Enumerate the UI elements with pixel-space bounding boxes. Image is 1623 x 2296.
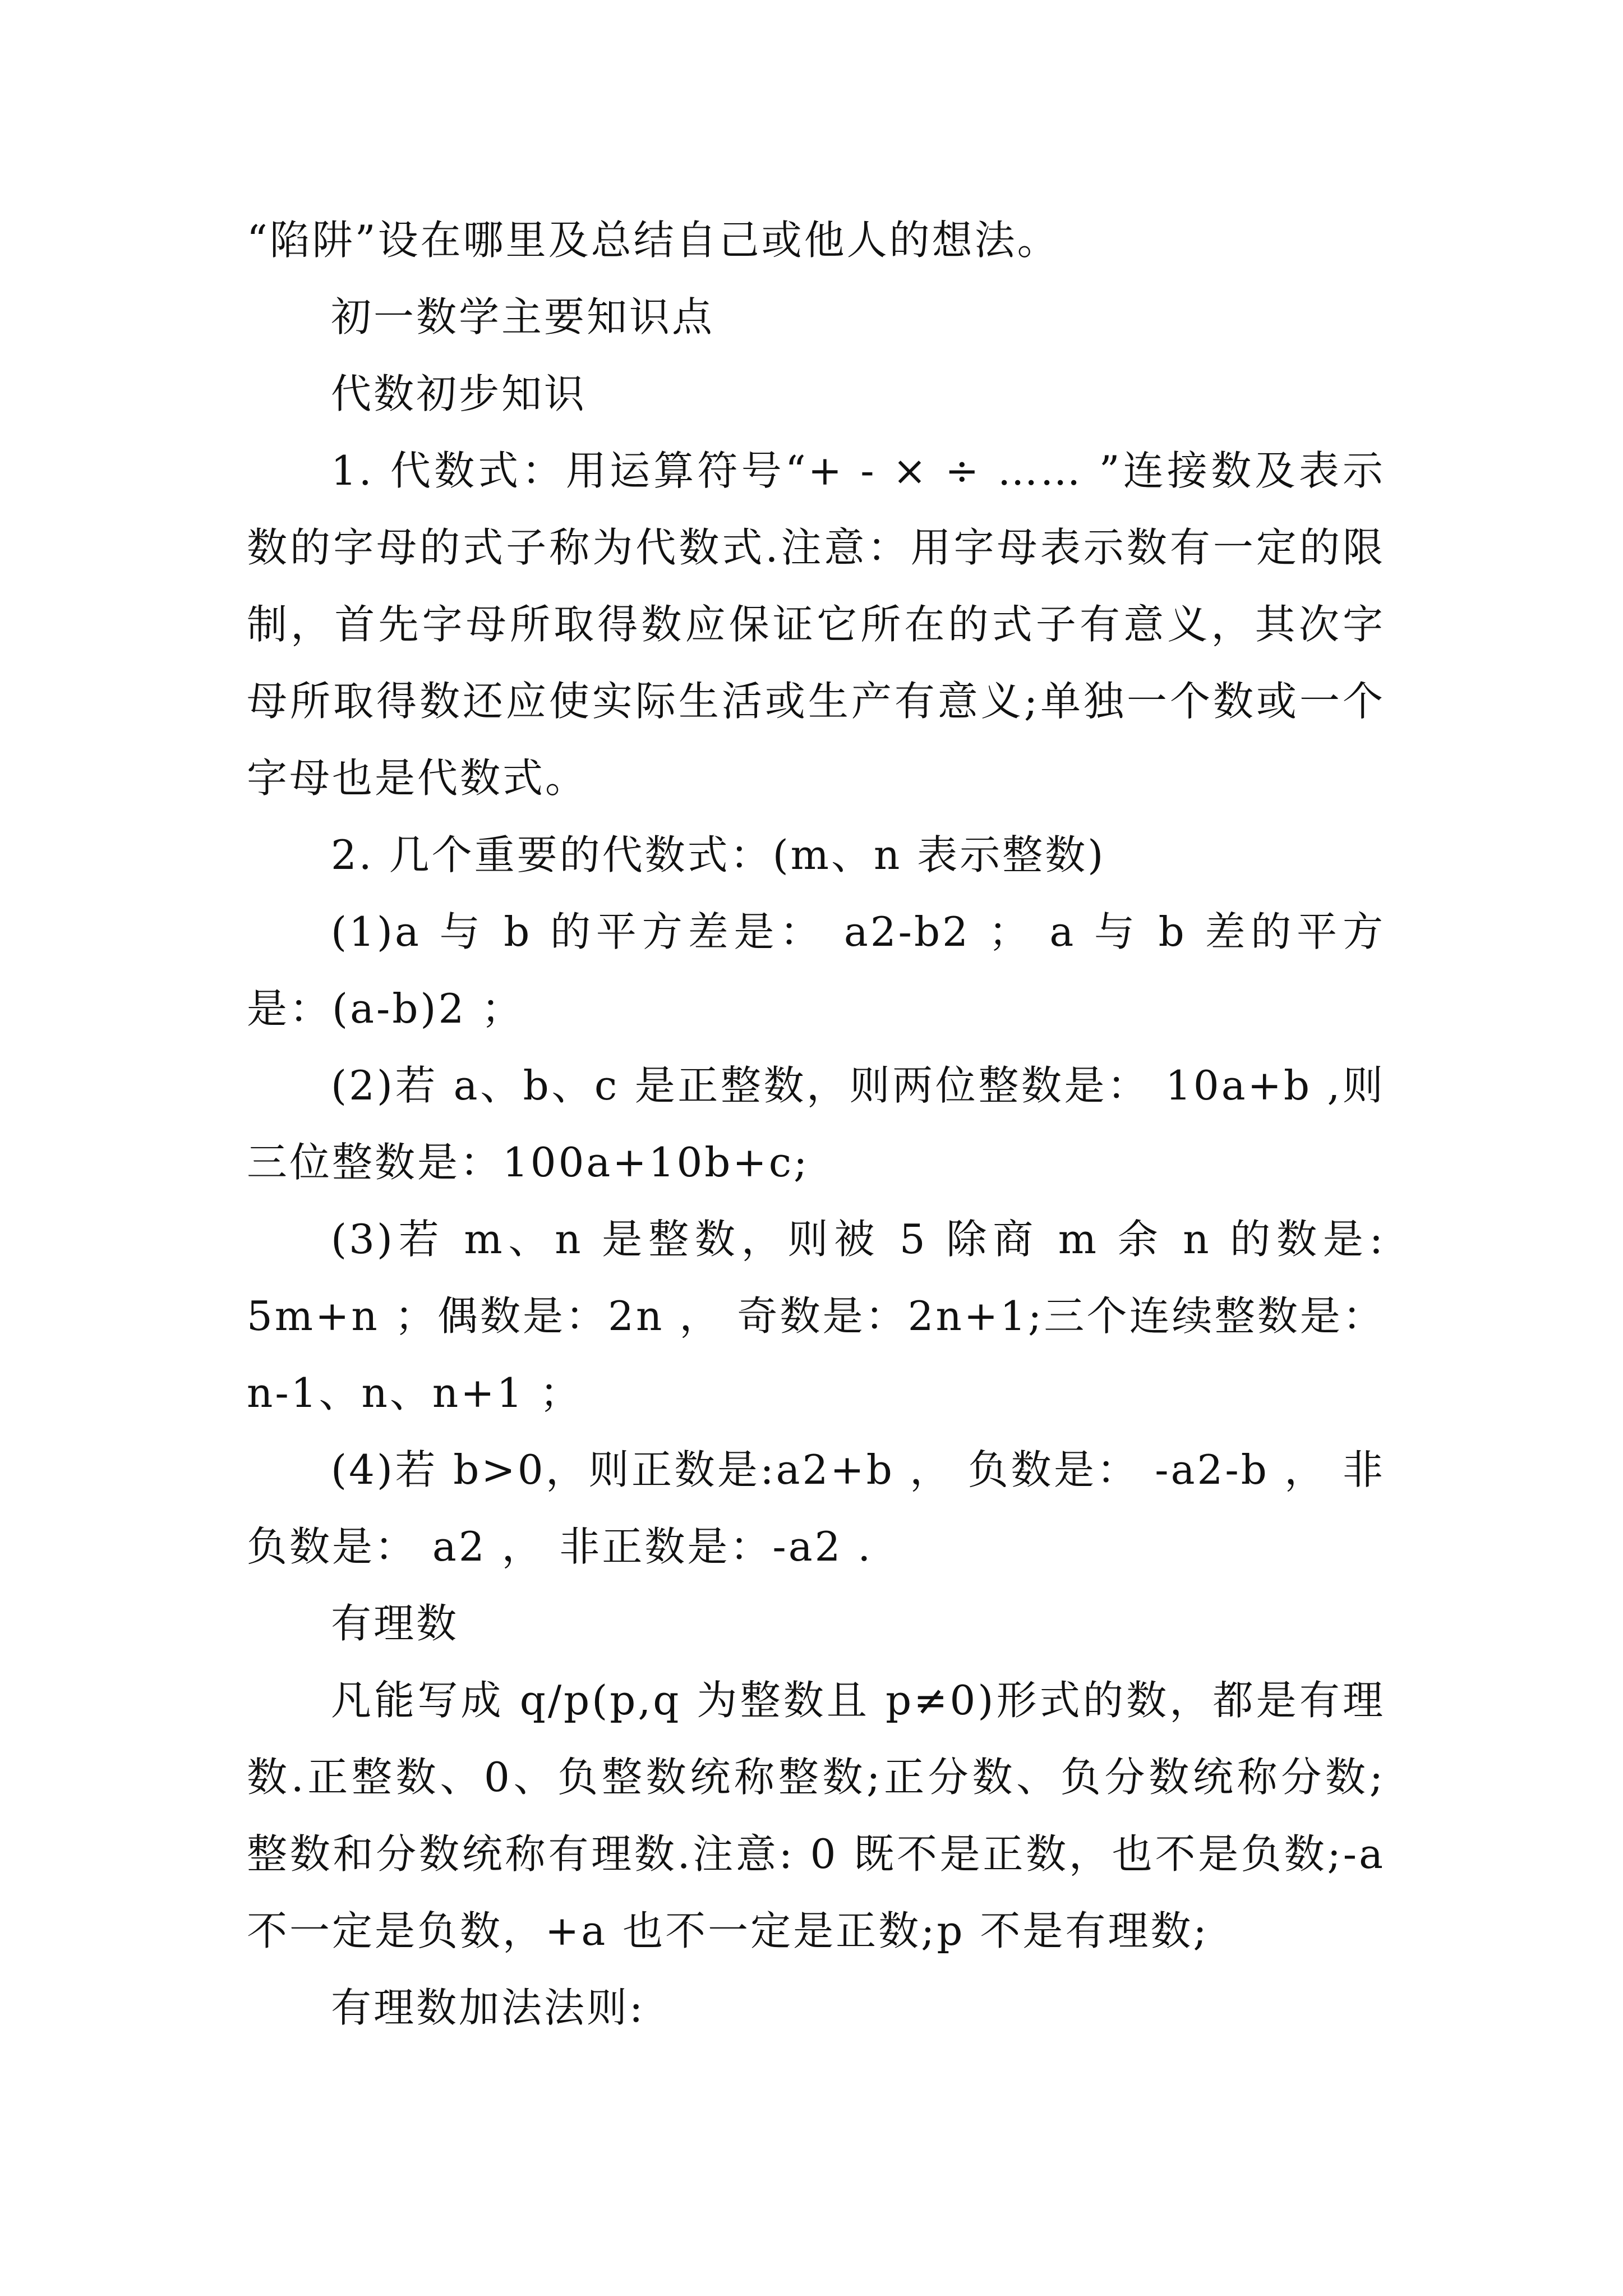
heading-rational-addition-rules: 有理数加法法则: — [331, 1984, 645, 2031]
heading-algebra-basics: 代数初步知识 — [331, 370, 587, 417]
paragraph-rational-definition: 凡能写成 q/p(p,q 为整数且 p≠0)形式的数，都是有理数.正整数、0、负整数统称整数;正分数、负分数统称分数;整数和分数统称有理数.注意: 0 既不是正数，也不是负数;-a 不一定是负数，+a 也不一定是正数;p 不是有理数; — [247, 1677, 1385, 1954]
paragraph-important-expressions: 2. 几个重要的代数式：(m、n 表示整数) — [331, 831, 1106, 878]
document-body — [247, 202, 1385, 2046]
paragraph-algebraic-expression: 1. 代数式：用运算符号“+ - × ÷ …… ”连接数及表示数的字母的式子称为代数式.注意：用字母表示数有一定的限制，首先字母所取得数应保证它所在的式子有意义，其次字母所取得数还应使实际生活或生产有意义;单独一个数或一个字母也是代数式。 — [247, 447, 1385, 802]
paragraph-item-2: (2)若 a、b、c 是正整数，则两位整数是： 10a+b ,则三位整数是：100a+10b+c; — [247, 1062, 1385, 1186]
heading-rational-numbers: 有理数 — [331, 1600, 459, 1647]
paragraph-item-4: (4)若 b>0，则正数是:a2+b ， 负数是： -a2-b ， 非负数是： a2 ， 非正数是：-a2 . — [247, 1446, 1385, 1570]
paragraph-item-3: (3)若 m、n 是整数，则被 5 除商 m 余 n 的数是: 5m+n ；偶数是：2n ， 奇数是：2n+1;三个连续整数是： n-1、n、n+1 ； — [247, 1216, 1385, 1416]
paragraph-item-1: (1)a 与 b 的平方差是： a2-b2 ； a 与 b 差的平方是：(a-b)2 ； — [247, 908, 1385, 1032]
paragraph-trap-summary: “陷阱”设在哪里及总结自己或他人的想法。 — [247, 217, 1060, 264]
heading-grade7-math-key-points: 初一数学主要知识点 — [331, 293, 715, 341]
